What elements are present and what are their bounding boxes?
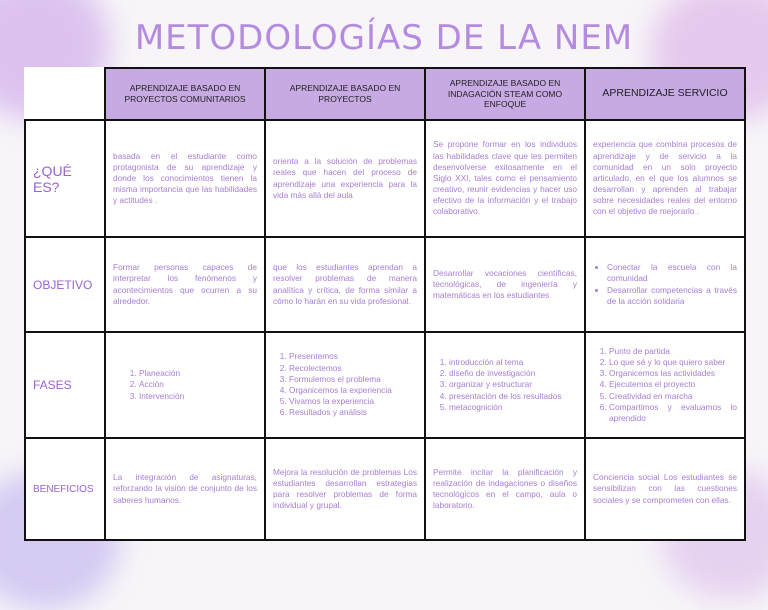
list-item: 1. Punto de partida [609,346,737,357]
fases-list [593,346,737,424]
row-objetivo [25,237,745,332]
row-label-que-es: ¿QUÉ ES? [25,120,105,237]
fases-cell [425,332,585,438]
list-item: 3. Formulemos el problema [289,374,417,385]
list-item: 1. introducción al tema [449,357,577,368]
header-row [25,68,745,120]
que-es-cell: experiencia que combina procesos de aprendizaje y de servicio a la comunidad en un solo proyecto articulado, en el que los alumnos se desarrollan y aprenden al trabajar sobre necesidades reales del entorno con el objetivo de mejorarlo . [585,120,745,237]
row-label-objetivo: OBJETIVO [25,237,105,332]
list-item: 6. Resultados y análisis [289,407,417,418]
page-title: METODOLOGÍAS DE LA NEM [134,18,634,58]
que-es-cell: Se propone formar en los individuos las habilidades clave que les permiten desenvolverse exitosamente en el Siglo XXI, tales como el pensamiento creativo, reunir evidencias y hacer uso efectivo de la información y el trabajo colaborativo. [425,120,585,237]
fases-list [273,351,417,418]
header-indagacion-steam: APRENDIZAJE BASADO EN INDAGACIÓN STEAM COMO ENFOQUE [425,68,585,120]
list-item: 4. Ejecutemos el proyecto [609,379,737,390]
list-item: 2. Acción [139,379,257,390]
que-es-cell: orienta a la solución de problemas reales que hacen del proceso de aprendizaje una experiencia para la vida más allá del aula [265,120,425,237]
fases-cell [585,332,745,438]
list-item: 3. organizar y estructurar [449,379,577,390]
list-item: 3. Organicemos las actividades [609,368,737,379]
header-proyectos: APRENDIZAJE BASADO EN PROYECTOS [265,68,425,120]
list-item: 6. Compartimos y evaluamos lo aprendido [609,402,737,424]
list-item: • Desarrollar competencias a través de la acción solidaria [607,285,737,307]
list-item: • Conectar la escuela con la comunidad [607,262,737,284]
list-item: 5. metacognición [449,402,577,413]
list-item: 1. Planeación [139,368,257,379]
list-item: 3. Intervención [139,391,257,402]
que-es-cell: basada en el estudiante como protagonista de su aprendizaje y donde los conocimientos tienen la misma importancia que las habilidades y actitudes . [105,120,265,237]
beneficios-cell: Permite incitar la planificación y realización de indagaciones o diseños tecnológicos en el campo, aula o laboratorio. [425,438,585,540]
objetivo-cell: que los estudiantes aprendan a resolver problemas de manera analítica y crítica, de forma similar a cómo lo harán en su vida profesional. [265,237,425,332]
fases-cell [105,332,265,438]
header-aprendizaje-servicio: APRENDIZAJE SERVICIO [585,68,745,120]
list-item: 2. diseño de investigación [449,368,577,379]
objetivo-bullet-list [593,262,737,307]
row-fases [25,332,745,438]
objetivo-cell [585,237,745,332]
beneficios-cell: Conciencia social Los estudiantes se sensibilizan con las cuestiones sociales y se comprometen con ellas. [585,438,745,540]
row-beneficios [25,438,745,540]
corner-cell [25,68,105,120]
list-item: 4. presentación de los resultados [449,391,577,402]
objetivo-cell: Formar personas capaces de interpretar los fenómenos y acontecimientos que ocurren a su alrededor. [105,237,265,332]
list-item: 4. Organicemos la experiencia [289,385,417,396]
methodologies-table [24,67,746,541]
list-item: 1. Presentemos [289,351,417,362]
fases-list [433,357,577,413]
list-item: 5. Vivamos la experiencia [289,396,417,407]
row-label-fases: FASES [25,332,105,438]
objetivo-cell: Desarrollar vocaciones científicas, tecnológicas, de ingeniería y matemáticas en los estudiantes [425,237,585,332]
beneficios-cell: Mejora la resolución de problemas Los estudiantes desarrollan estrategias para resolver problemas de forma individual y grupal. [265,438,425,540]
list-item: 2. Recolectemos [289,363,417,374]
row-que-es [25,120,745,237]
list-item: 5. Creatividad en marcha [609,391,737,402]
fases-cell [265,332,425,438]
list-item: 2. Lo que sé y lo que quiero saber [609,357,737,368]
header-proyectos-comunitarios: APRENDIZAJE BASADO EN PROYECTOS COMUNITARIOS [105,68,265,120]
beneficios-cell: La integración de asignaturas, reforzando la visión de conjunto de los saberes humanos. [105,438,265,540]
row-label-beneficios: BENEFICIOS [25,438,105,540]
fases-list [113,368,257,402]
